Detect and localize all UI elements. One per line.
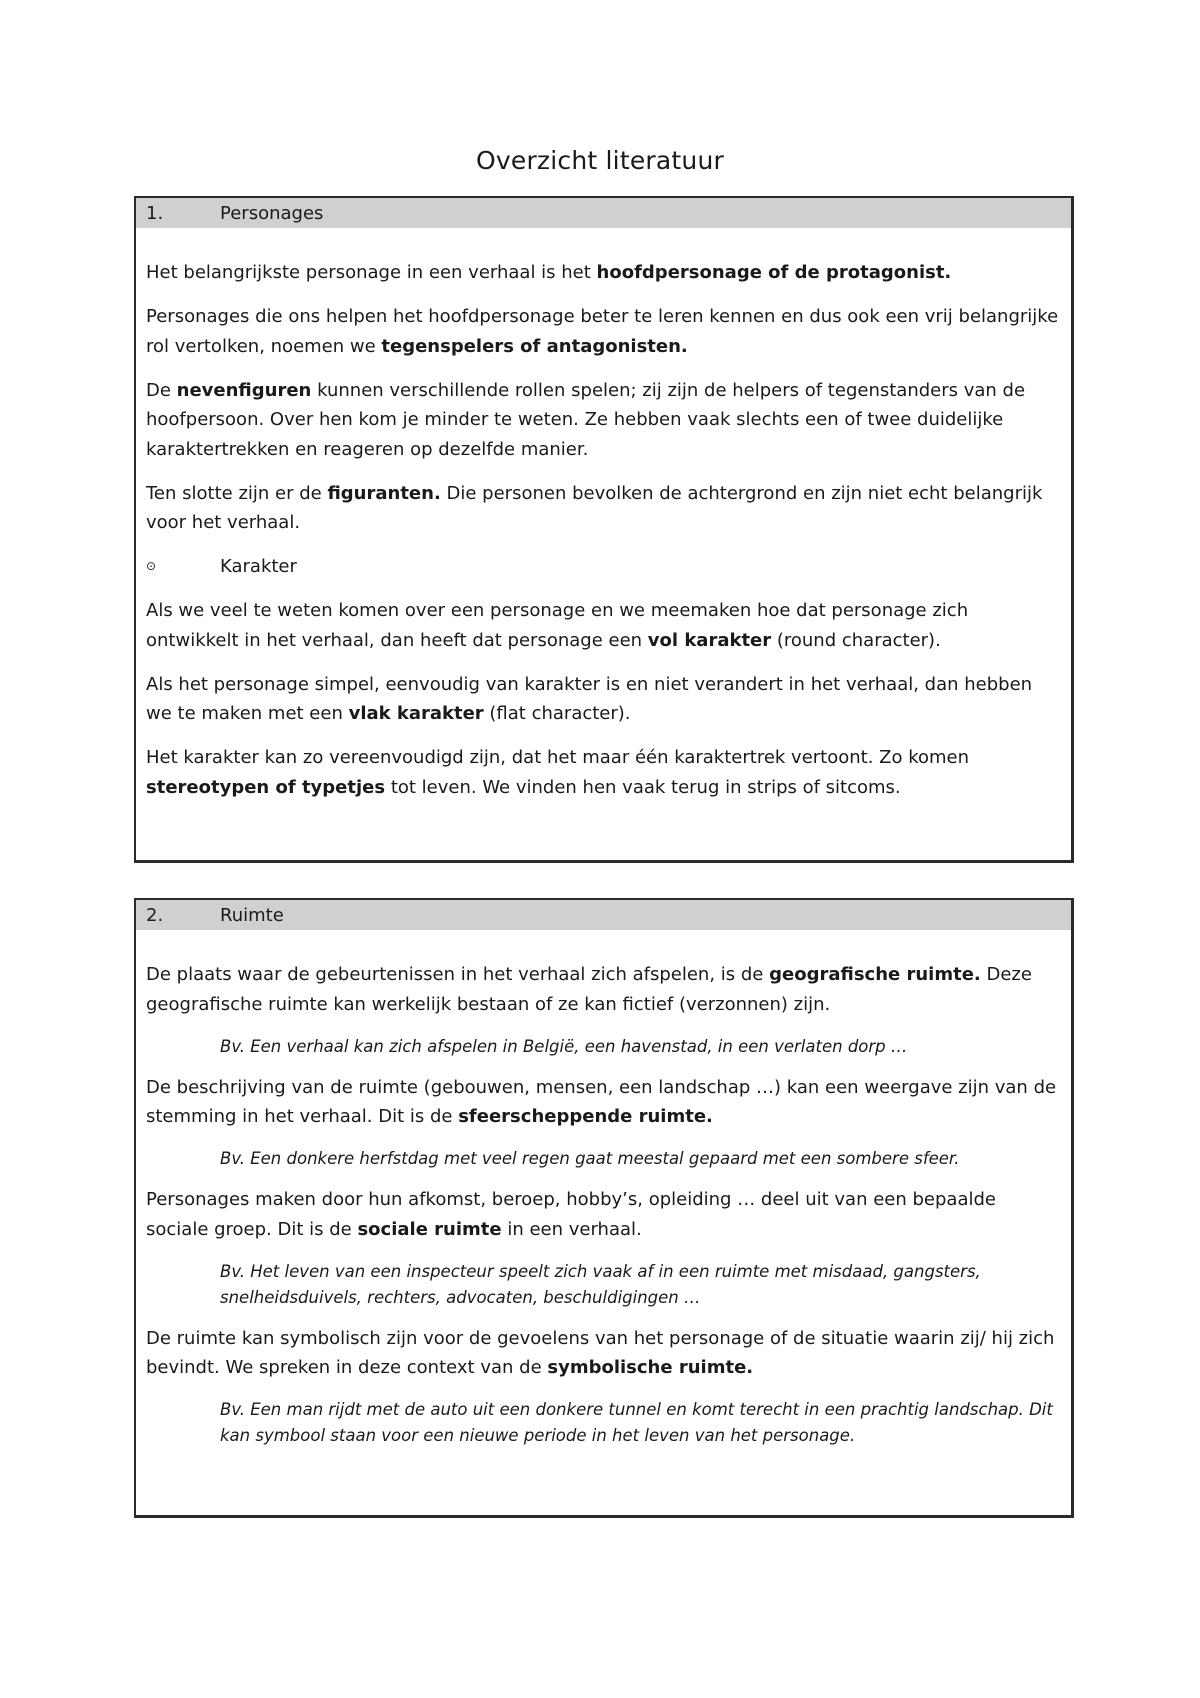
text: De	[146, 379, 177, 401]
bold-term: nevenfiguren	[176, 379, 312, 401]
bold-term: figuranten.	[327, 482, 441, 504]
bold-term: vlak karakter	[348, 703, 484, 724]
section-personages	[134, 196, 1074, 863]
bold-term: sociale ruimte	[357, 1218, 502, 1240]
subheading	[146, 552, 1061, 582]
section-heading: Ruimte	[220, 904, 284, 926]
section-number: 2.	[146, 904, 164, 926]
bold-term: vol karakter	[647, 629, 772, 651]
example: Bv. Een donkere herfstdag met veel regen gaat meestal gepaard met een sombere sfeer.	[220, 1149, 960, 1168]
text: (flat character).	[483, 703, 631, 724]
text: Als we veel te weten komen over een personage en we meemaken hoe dat personage zich ontwikkelt in het verhaal, dan heeft dat personage een	[146, 600, 969, 651]
section-body	[136, 228, 1071, 802]
paragraph	[146, 960, 1061, 1019]
example: Bv. Een man rijdt met de auto uit een donkere tunnel en komt terecht in een prachtig landschap. Dit kan symbool staan voor een nieuwe periode in het leven van het personage.	[220, 1400, 1053, 1445]
text: Het karakter kan zo vereenvoudigd zijn, dat het maar één karaktertrek vertoont. Zo komen	[146, 747, 970, 768]
example: Bv. Het leven van een inspecteur speelt zich vaak af in een ruimte met misdaad, gangsters, snelheidsduivels, rechters, advocaten, beschuldigingen …	[220, 1261, 981, 1307]
paragraph	[146, 1185, 1061, 1244]
bold-term: symbolische ruimte.	[547, 1357, 754, 1378]
text: De plaats waar de gebeurtenissen in het verhaal zich afspelen, is de	[146, 964, 770, 985]
text: in een verhaal.	[501, 1218, 642, 1240]
section-body	[136, 930, 1071, 1449]
section-heading: Personages	[220, 202, 324, 224]
text: Ten slotte zijn er de	[146, 482, 328, 504]
paragraph	[146, 258, 1061, 288]
paragraph	[146, 1324, 1061, 1383]
text: kunnen verschillende rollen spelen; zij zijn de helpers of tegenstanders van de hoofpersoon. Over hen kom je minder te weten. Ze hebben vaak slechts een of twee duidelijke karaktertrekken en reageren op dezelfde manier.	[146, 379, 1026, 460]
text: De beschrijving van de ruimte (gebouwen, mensen, een landschap …) kan een weergave zijn van de stemming in het verhaal. Dit is de	[146, 1076, 1057, 1127]
bold-term: stereotypen of typetjes	[146, 776, 386, 798]
subheading-label: Karakter	[220, 556, 297, 577]
text: Als het personage simpel, eenvoudig van karakter is en niet verandert in het verhaal, dan hebben we te maken met een	[146, 673, 1033, 724]
bullet-icon: ⊙	[146, 559, 157, 573]
section-header	[136, 900, 1071, 930]
text: Het belangrijkste personage in een verhaal is het	[146, 262, 597, 283]
bold-term: tegenspelers of antagonisten.	[381, 335, 688, 357]
text: (round character).	[771, 629, 941, 651]
paragraph	[146, 596, 1061, 655]
paragraph	[146, 479, 1061, 538]
text: Die personen bevolken de achtergrond en zijn niet echt belangrijk voor het verhaal.	[146, 482, 1043, 533]
paragraph	[146, 376, 1061, 465]
page-title: Overzicht literatuur	[476, 146, 724, 175]
section-number: 1.	[146, 202, 164, 224]
section-header	[136, 198, 1071, 228]
bold-term: hoofdpersonage of de protagonist.	[596, 262, 952, 283]
example: Bv. Een verhaal kan zich afspelen in België, een havenstad, in een verlaten dorp …	[220, 1036, 908, 1056]
paragraph	[146, 743, 1061, 802]
text: De ruimte kan symbolisch zijn voor de gevoelens van het personage of de situatie waarin zij/ hij zich bevindt. We spreken in deze context van de	[146, 1327, 1055, 1378]
text: Personages maken door hun afkomst, beroep, hobby’s, opleiding … deel uit van een bepaalde sociale groep. Dit is de	[146, 1189, 996, 1240]
section-ruimte	[134, 898, 1074, 1518]
paragraph	[146, 670, 1061, 729]
text: tot leven. We vinden hen vaak terug in strips of sitcoms.	[385, 776, 901, 798]
paragraph	[146, 1073, 1061, 1132]
text: Personages die ons helpen het hoofdpersonage beter te leren kennen en dus ook een vrij belangrijke rol vertolken, noemen we	[146, 306, 1059, 357]
bold-term: geografische ruimte.	[769, 964, 981, 985]
paragraph	[146, 302, 1061, 361]
text: Deze geografische ruimte kan werkelijk bestaan of ze kan fictief (verzonnen) zijn.	[146, 964, 1032, 1015]
bold-term: sfeerscheppende ruimte.	[458, 1106, 713, 1127]
